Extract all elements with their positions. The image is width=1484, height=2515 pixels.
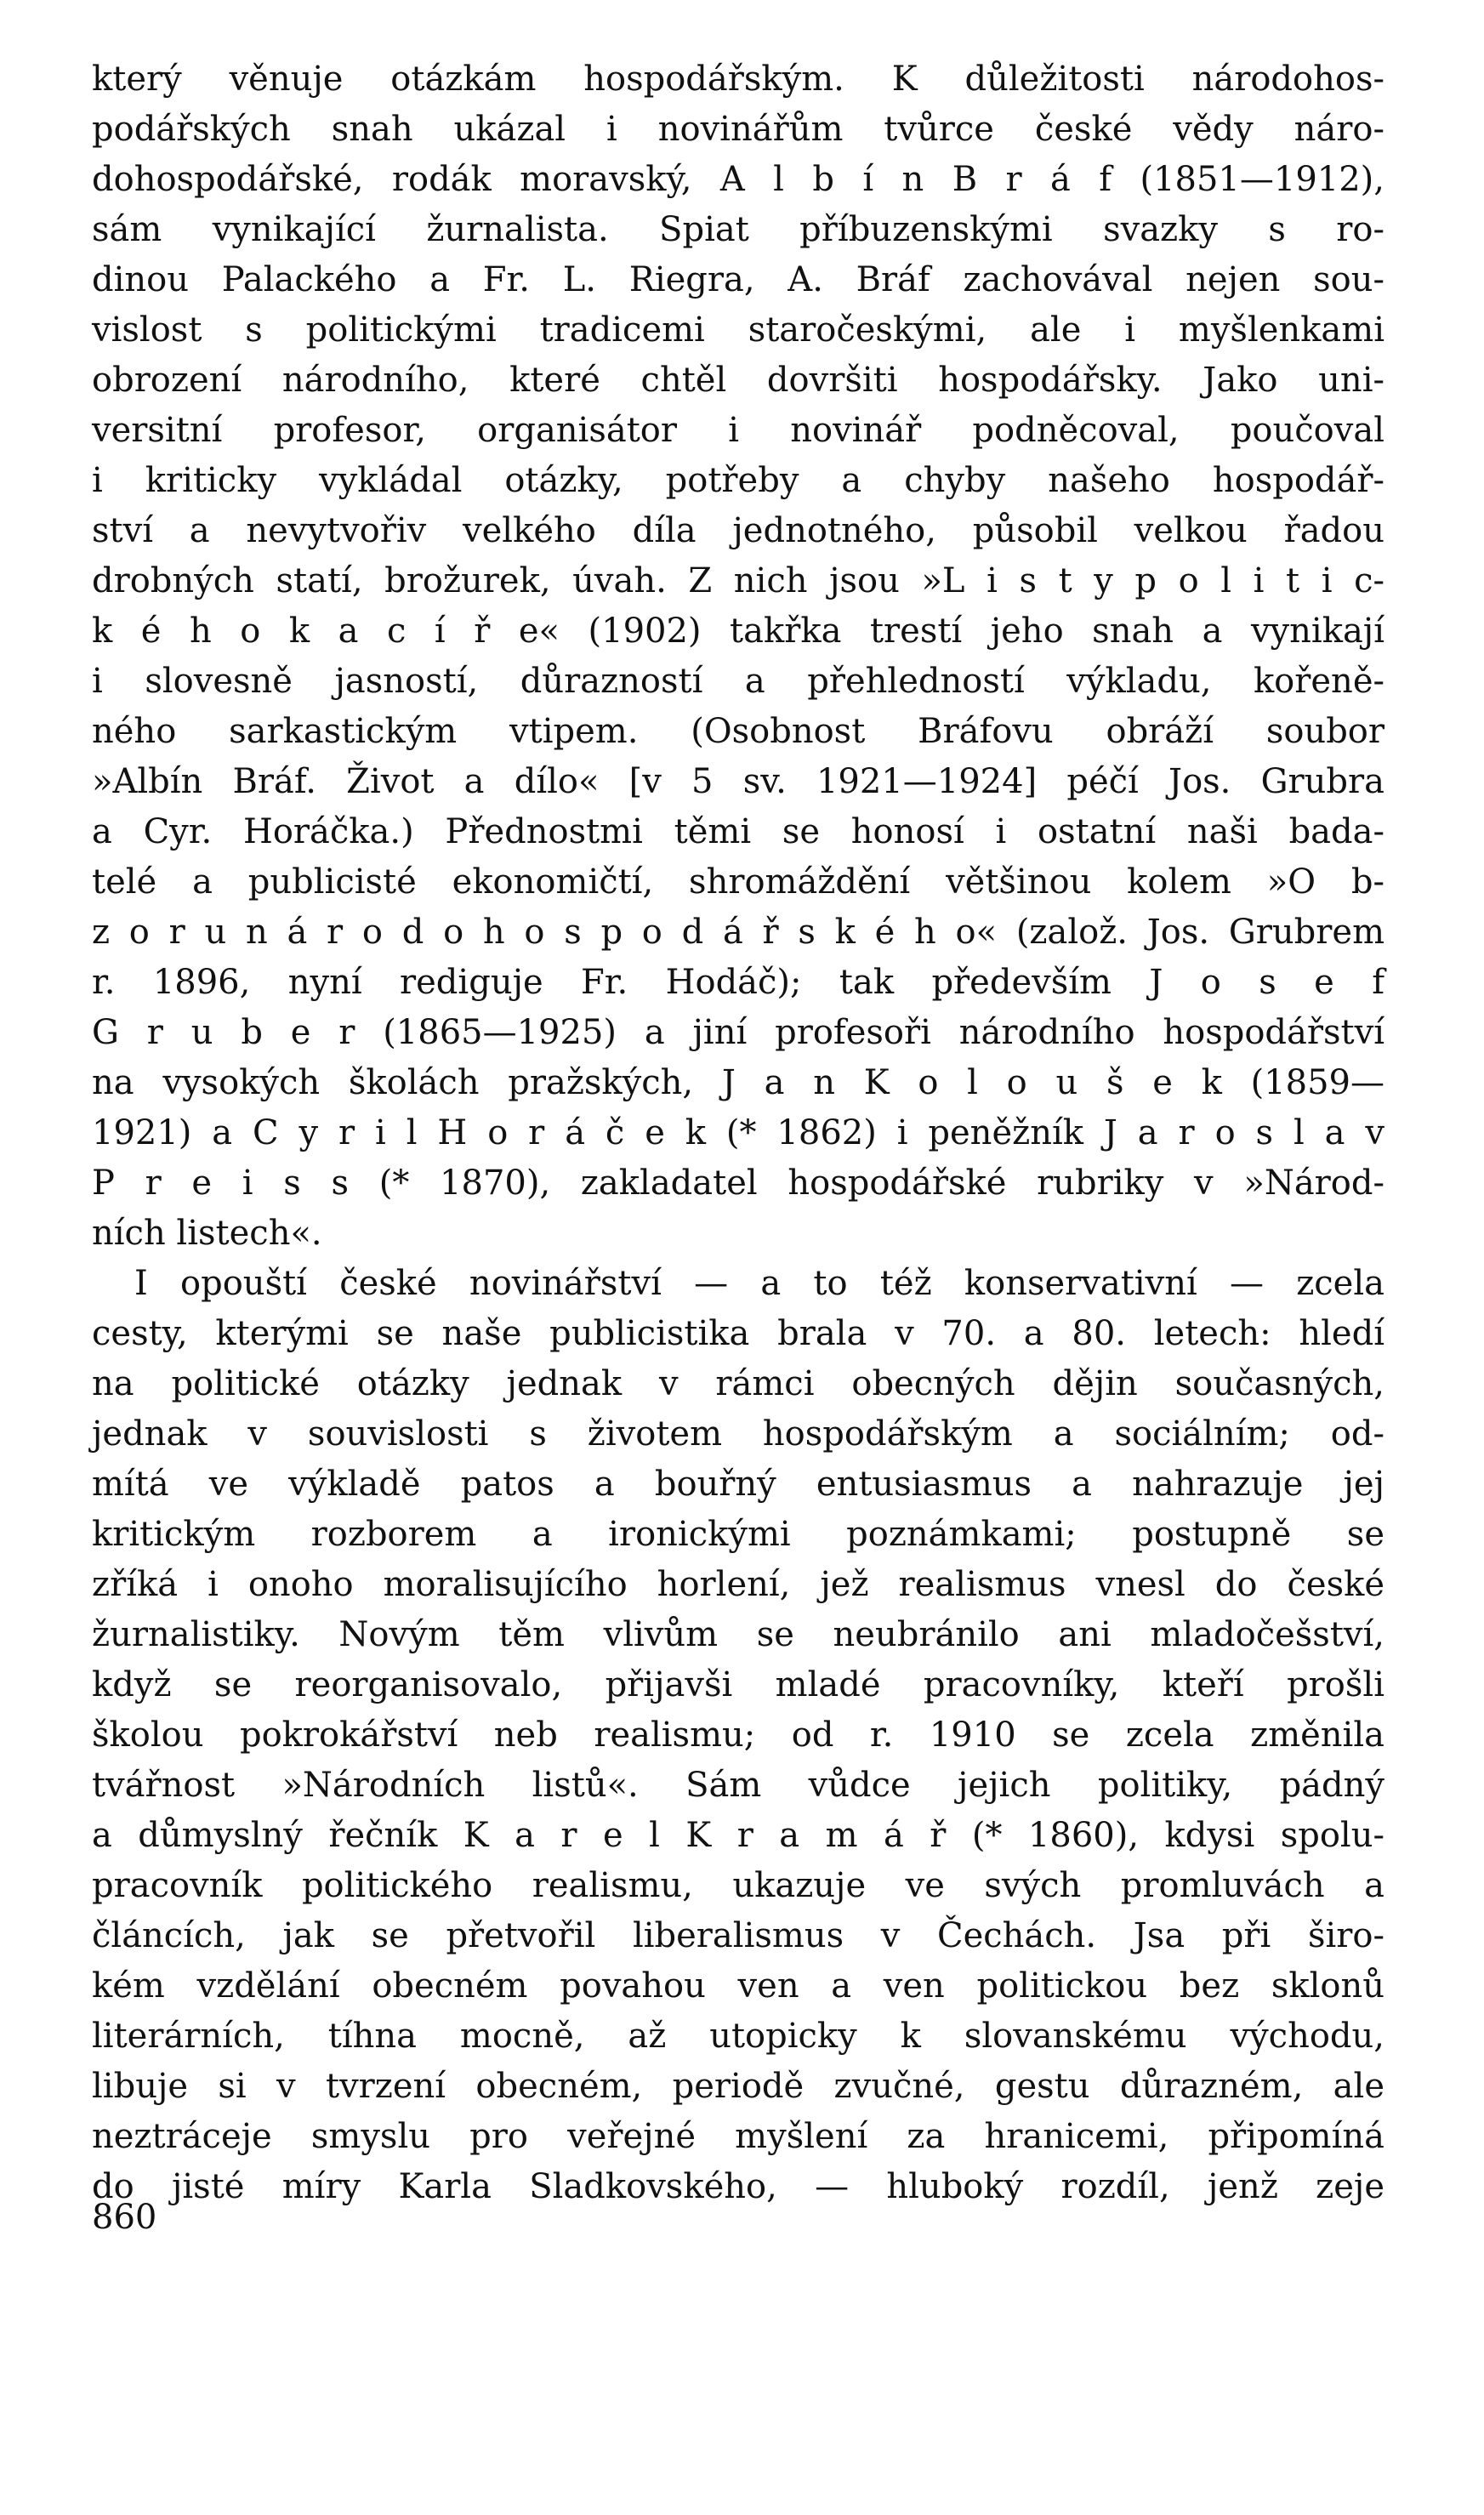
text-line: z o r u n á r o d o h o s p o d á ř s k é h o« (založ. Jos. Grubrem — [92, 913, 1384, 952]
text-line: a Cyr. Horáčka.) Přednostmi těmi se honosí i ostatní naši bada- — [92, 812, 1384, 851]
text-line: kém vzdělání obecném povahou ven a ven politickou bez sklonů — [92, 1966, 1384, 2006]
text-line: i kriticky vykládal otázky, potřeby a chyby našeho hospodář- — [92, 461, 1384, 500]
text-line: G r u b e r (1865—1925) a jiní profesoři národního hospodářství — [92, 1013, 1384, 1052]
text-line: zříká i onoho moralisujícího horlení, jež realismus vnesl do české — [92, 1565, 1384, 1604]
text-line: na politické otázky jednak v rámci obecných dějin současných, — [92, 1364, 1384, 1403]
text-line: a důmyslný řečník K a r e l K r a m á ř (* 1860), kdysi spolu- — [92, 1816, 1384, 1855]
paragraph-end-line: ních listech«. — [92, 1214, 322, 1253]
text-line: článcích, jak se přetvořil liberalismus v Čechách. Jsa při širo- — [92, 1916, 1384, 1955]
text-line: literárních, tíhna mocně, až utopicky k slovanskému východu, — [92, 2017, 1384, 2056]
text-line: kritickým rozborem a ironickými poznámkami; postupně se — [92, 1515, 1384, 1554]
text-line: dohospodářské, rodák moravský, A l b í n B r á f (1851—1912), — [92, 160, 1384, 199]
text-line: drobných statí, brožurek, úvah. Z nich jsou »L i s t y p o l i t i c- — [92, 561, 1384, 600]
paragraph-start-line: I opouští české novinářství — a to též konservativní — zcela — [134, 1264, 1384, 1303]
text-line: »Albín Bráf. Život a dílo« [v 5 sv. 1921—1924] péčí Jos. Grubra — [92, 762, 1384, 801]
text-line: do jisté míry Karla Sladkovského, — hluboký rozdíl, jenž zeje — [92, 2167, 1384, 2206]
text-line: obrození národního, které chtěl dovršiti hospodářsky. Jako uni- — [92, 361, 1384, 400]
text-line: versitní profesor, organisátor i novinář podněcoval, poučoval — [92, 411, 1384, 450]
text-line: i slovesně jasností, důrazností a přehledností výkladu, kořeně- — [92, 662, 1384, 701]
text-line: neztráceje smyslu pro veřejné myšlení za hranicemi, připomíná — [92, 2117, 1384, 2156]
body-text — [92, 54, 1384, 2212]
text-line: ství a nevytvořiv velkého díla jednotného, působil velkou řadou — [92, 511, 1384, 550]
text-line: r. 1896, nyní rediguje Fr. Hodáč); tak především J o s e f — [92, 963, 1384, 1002]
text-line: mítá ve výkladě patos a bouřný entusiasmus a nahrazuje jej — [92, 1465, 1384, 1504]
text-line: P r e i s s (* 1870), zakladatel hospodářské rubriky v »Národ- — [92, 1164, 1384, 1203]
text-line: když se reorganisovalo, přijavši mladé pracovníky, kteří prošli — [92, 1665, 1384, 1704]
text-line: sám vynikající žurnalista. Spiat příbuzenskými svazky s ro- — [92, 210, 1384, 249]
text-line: tvářnost »Národních listů«. Sám vůdce jejich politiky, pádný — [92, 1766, 1384, 1805]
text-line: libuje si v tvrzení obecném, periodě zvučné, gestu důrazném, ale — [92, 2067, 1384, 2106]
text-line: telé a publicisté ekonomičtí, shromáždění většinou kolem »O b- — [92, 862, 1384, 902]
text-line: pracovník politického realismu, ukazuje ve svých promluvách a — [92, 1866, 1384, 1905]
text-line: ného sarkastickým vtipem. (Osobnost Bráfovu obráží soubor — [92, 712, 1384, 751]
text-line: dinou Palackého a Fr. L. Riegra, A. Bráf zachovával nejen sou- — [92, 260, 1384, 299]
text-line: školou pokrokářství neb realismu; od r. 1910 se zcela změnila — [92, 1716, 1384, 1755]
page-number: 860 — [92, 2198, 157, 2237]
text-line: jednak v souvislosti s životem hospodářským a sociálním; od- — [92, 1414, 1384, 1454]
text-line: na vysokých školách pražských, J a n K o l o u š e k (1859— — [92, 1063, 1384, 1102]
text-line: vislost s politickými tradicemi staročeskými, ale i myšlenkami — [92, 310, 1384, 350]
text-line: žurnalistiky. Novým těm vlivům se neubránilo ani mladočešství, — [92, 1615, 1384, 1654]
text-line: cesty, kterými se naše publicistika brala v 70. a 80. letech: hledí — [92, 1314, 1384, 1353]
text-line: který věnuje otázkám hospodářským. K důležitosti národohos- — [92, 60, 1384, 99]
text-line: 1921) a C y r i l H o r á č e k (* 1862) i peněžník J a r o s l a v — [92, 1113, 1384, 1152]
text-line: podářských snah ukázal i novinářům tvůrce české vědy náro- — [92, 110, 1384, 149]
text-line: k é h o k a c í ř e« (1902) takřka trestí jeho snah a vynikají — [92, 612, 1384, 651]
